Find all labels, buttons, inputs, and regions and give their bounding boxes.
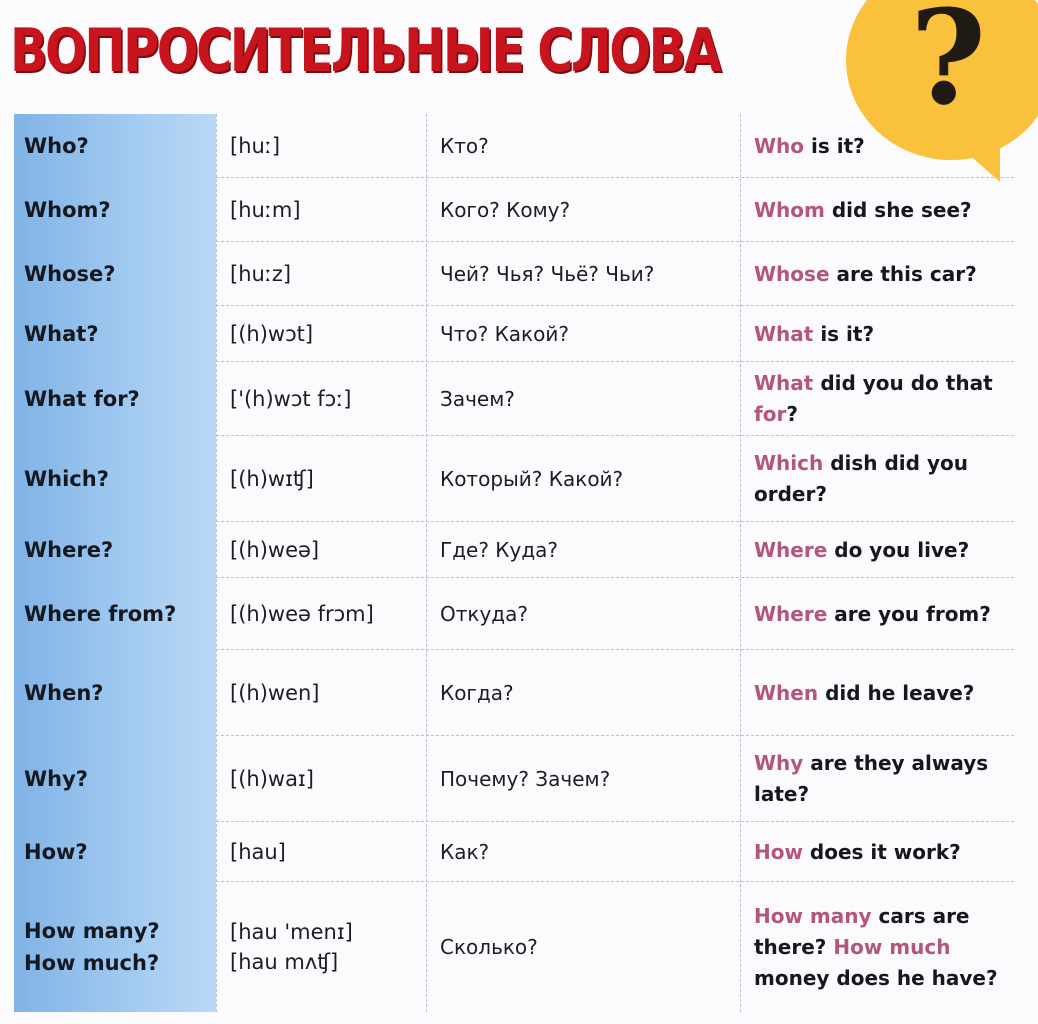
transcription: [hau 'menɪ] [hau mʌʧ] [230, 920, 353, 974]
example-sentence: What did you do that for? [754, 371, 993, 426]
example-sentence: Whom did she see? [754, 197, 972, 222]
question-word: Where from? [24, 602, 177, 626]
transcription: [(h)wɪʧ] [230, 467, 314, 491]
transcription: [huːm] [230, 198, 301, 222]
question-word: Where? [24, 538, 114, 562]
question-word: Who? [24, 134, 89, 158]
table-row [14, 882, 1014, 1012]
question-word: Which? [24, 467, 109, 491]
table-row [14, 736, 1014, 822]
example-sentence: What is it? [754, 321, 875, 346]
highlighted-word: When [754, 680, 819, 705]
highlighted-word: Why [754, 751, 804, 775]
russian-translation: Откуда? [440, 602, 529, 626]
question-word: When? [24, 681, 104, 705]
question-word: How many? How much? [24, 919, 160, 975]
question-word: What for? [24, 387, 140, 411]
highlighted-word: How much [833, 934, 951, 959]
question-word: Whose? [24, 262, 116, 286]
page-title: ВОПРОСИТЕЛЬНЫЕ СЛОВА [10, 16, 720, 86]
highlighted-word: for [754, 402, 787, 426]
example-sentence: Where do you live? [754, 537, 970, 562]
question-word: Whom? [24, 198, 111, 222]
transcription: [hau] [230, 840, 286, 864]
russian-translation: Что? Какой? [440, 322, 569, 346]
example-sentence: Whose are this car? [754, 261, 977, 286]
russian-translation: Где? Куда? [440, 538, 559, 562]
transcription: [(h)weə frɔm] [230, 602, 374, 626]
example-sentence: Who is it? [754, 133, 865, 158]
transcription: [(h)wen] [230, 681, 320, 705]
table-row [14, 178, 1014, 242]
highlighted-word: Where [754, 537, 828, 562]
question-word: What? [24, 322, 99, 346]
example-sentence: When did he leave? [754, 680, 975, 705]
example-sentence: Which dish did you order? [754, 451, 968, 506]
russian-translation: Зачем? [440, 387, 515, 411]
highlighted-word: Which [754, 451, 824, 475]
question-word: Why? [24, 767, 88, 791]
russian-translation: Кого? Кому? [440, 198, 571, 222]
table-row [14, 114, 1014, 178]
transcription: [(h)wɔt] [230, 322, 314, 346]
russian-translation: Сколько? [440, 935, 538, 959]
highlighted-word: How many [754, 903, 872, 928]
example-sentence: How many cars are there? How much money does he have? [754, 903, 998, 990]
highlighted-word: Who [754, 133, 805, 158]
highlighted-word: How [754, 839, 803, 864]
russian-translation: Почему? Зачем? [440, 767, 611, 791]
question-mark-icon: ? [910, 0, 987, 134]
example-sentence: How does it work? [754, 839, 961, 864]
table-row [14, 306, 1014, 362]
table-row [14, 436, 1014, 522]
table-row [14, 522, 1014, 578]
example-sentence: Where are you from? [754, 601, 991, 626]
russian-translation: Который? Какой? [440, 467, 624, 491]
transcription: ['(h)wɔt fɔː] [230, 387, 352, 411]
russian-translation: Кто? [440, 134, 489, 158]
highlighted-word: Whose [754, 261, 830, 286]
table-row [14, 578, 1014, 650]
table-row [14, 822, 1014, 882]
table-row [14, 650, 1014, 736]
highlighted-word: Whom [754, 197, 825, 222]
transcription: [(h)weə] [230, 538, 320, 562]
table-row [14, 362, 1014, 436]
russian-translation: Как? [440, 840, 490, 864]
highlighted-word: What [754, 371, 814, 395]
russian-translation: Когда? [440, 681, 514, 705]
highlighted-word: What [754, 321, 814, 346]
russian-translation: Чей? Чья? Чьё? Чьи? [440, 262, 655, 286]
transcription: [(h)waɪ] [230, 767, 314, 791]
example-sentence: Why are they always late? [754, 751, 989, 806]
table-row [14, 242, 1014, 306]
question-word: How? [24, 840, 88, 864]
transcription: [huː] [230, 134, 281, 158]
highlighted-word: Where [754, 601, 828, 626]
transcription: [huːz] [230, 262, 292, 286]
